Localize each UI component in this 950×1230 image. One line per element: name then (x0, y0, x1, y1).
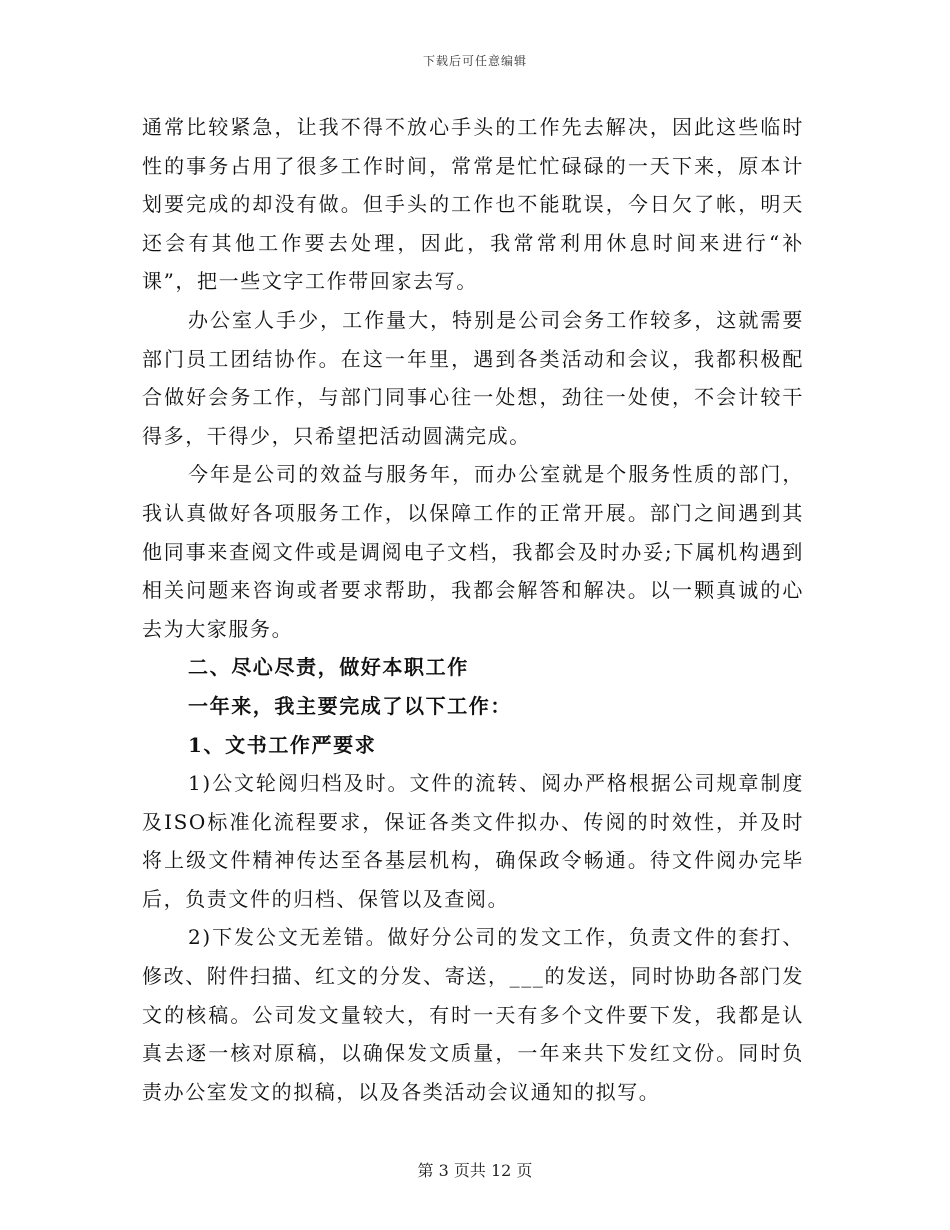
subsection-intro: 一年来，我主要完成了以下工作： (188, 693, 512, 718)
page-number: 第 3 页共 12 页 (417, 1161, 533, 1180)
paragraph-service: 今年是公司的效益与服务年，而办公室就是个服务性质的部门，我认真做好各项服务工作，以保障工作的正常开展。部门之间遇到其他同事来查阅文件或是调阅电子文档，我都会及时办妥;下属机构遇到相关问题来咨询或者要求帮助，我都会解答和解决。以一颗真诚的心去为大家服务。 (142, 462, 804, 641)
paragraph-continuation: 通常比较紧急，让我不得不放心手头的工作先去解决，因此这些临时性的事务占用了很多工作时间，常常是忙忙碌碌的一天下来，原本计划要完成的却没有做。但手头的工作也不能耽误，今日欠了帐，明天还会有其他工作要去处理，因此，我常常利用休息时间来进行“补课”，把一些文字工作带回家去写。 (142, 115, 804, 294)
document-body (142, 108, 804, 1111)
subsection-heading: 1、文书工作严要求 (188, 732, 377, 757)
section-heading: 二、尽心尽责，做好本职工作 (188, 655, 469, 680)
paragraph-item-1: 1)公文轮阅归档及时。文件的流转、阅办严格根据公司规章制度及ISO标准化流程要求，保证各类文件拟办、传阅的时效性，并及时将上级文件精神传达至各基层机构，确保政令畅通。待文件阅办完毕后，负责文件的归档、保管以及查阅。 (142, 771, 804, 911)
paragraph-teamwork: 办公室人手少，工作量大，特别是公司会务工作较多，这就需要部门员工团结协作。在这一年里，遇到各类活动和会议，我都积极配合做好会务工作，与部门同事心往一处想，劲往一处使，不会计较干得多，干得少，只希望把活动圆满完成。 (142, 307, 804, 448)
paragraph-item-2: 2)下发公文无差错。做好分公司的发文工作，负责文件的套打、修改、附件扫描、红文的分发、寄送，___的发送，同时协助各部门发文的核稿。公司发文量较大，有时一天有多个文件要下发，我都是认真去逐一核对原稿，以确保发文质量，一年来共下发红文份。同时负责办公室发文的拟稿，以及各类活动会议通知的拟写。 (142, 925, 804, 1104)
page-header: 下载后可任意编辑 (422, 54, 527, 68)
